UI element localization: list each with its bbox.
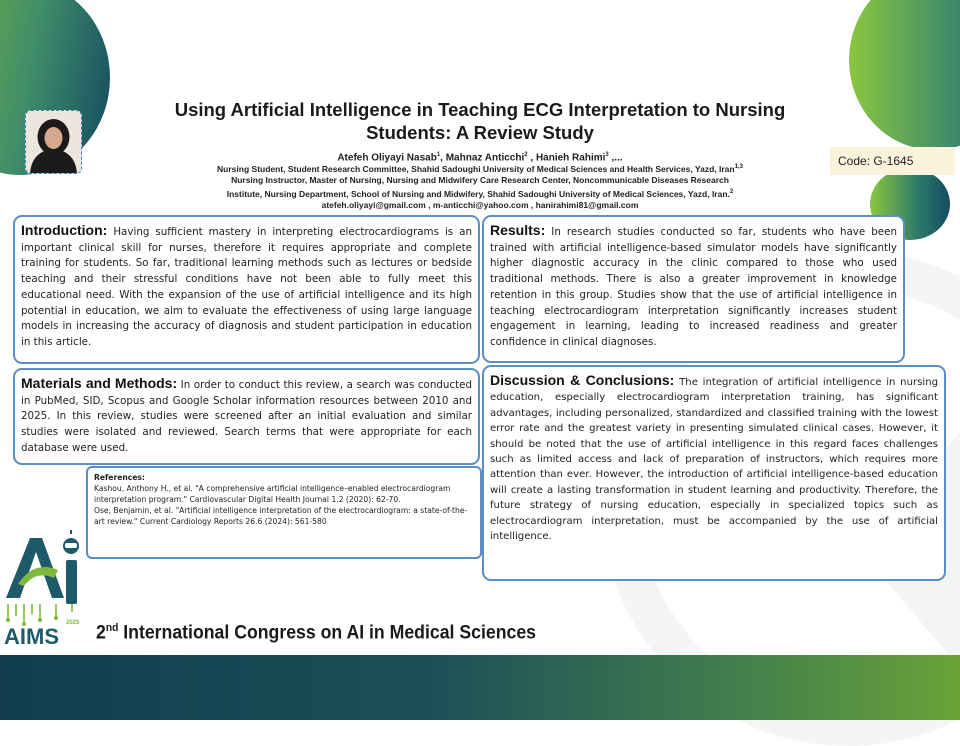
affiliations (150, 162, 810, 212)
ai-robot-logo-icon (0, 520, 90, 650)
decorative-blob-top-right (849, 0, 960, 150)
section-heading: Results: (490, 222, 546, 238)
affiliation-line: Nursing Student, Student Research Committee, Shahid Sadoughi University of Medical Sciences and Health Services, Yazd, Iran$^{1,3}$ (217, 163, 743, 174)
section-body: The integration of artificial intelligence in nursing education, especially electrocardiogram interpretation training, has significant advantages, including personalized, standardized and classified training with the lowest error rate and the greatest variety in presenting simulated clinical cases. However, it should be noted that the use of artificial intelligence in this regard faces challenges such as limited access and lack of preparation of instructors, which requires more attention than ever. However, the introduction of artificial intelligence-based education will create a lasting transformation in student learning and productivity. Therefore, the future strategy of nursing education, especially in specialized topics such as electrocardiogram interpretation, must be accompanied by the use of artificial intelligence. (490, 377, 938, 543)
author-emails: atefeh.oliyayi@gmail.com , m-anticchi@yahoo.com , hanirahimi81@gmail.com (321, 200, 639, 211)
section-heading: Discussion & Conclusions: (490, 372, 675, 388)
references-box (86, 466, 482, 559)
section-body: In research studies conducted so far, students who have been trained with artificial intelligence-based simulator models have significantly higher diagnostic accuracy in the clinic compared to those who used traditional methods. There is also a greater improvement in knowledge retention in this group. Studies show that the use of artificial intelligence in teaching electrocardiogram interpretation significantly increases student engagement in learning, leading to increased readiness and greater confidence in clinical diagnoses. (490, 226, 897, 348)
author-name: Atefeh Oliyayi Nasab (337, 152, 437, 164)
affiliation-line: Nursing Instructor, Master of Nursing, Nursing and Midwifery Care Research Center, Noncommunicable Diseases Research (231, 175, 729, 186)
section-body: In order to conduct this review, a search was conducted in PubMed, SID, Scopus and Google Scholar information resources between 2010 and 2025. In this review, studies were screened after an initial evaluation and similar studies were isolated and reviewed. Search terms that were appropriate for each database were used. (21, 379, 472, 454)
logo-year: 2025 (66, 620, 80, 626)
section-heading: Materials and Methods: (21, 375, 178, 391)
reference-item: Ose, Benjamin, et al. "Artificial intelligence interpretation of the electrocardiogram: a state-of-the-art review." Current Cardiology Reports 26.6 (2024): 561-580 (94, 506, 468, 526)
author-list: Atefeh Oliyayi Nasab$^1$, Mahnaz Anticchi$^2$ , Hanieh Rahimi$^3$ ,... (337, 152, 623, 164)
poster-code: Code: G-1645 (830, 147, 955, 175)
section-heading: Introduction: (21, 222, 108, 238)
section-body: Having sufficient mastery in interpreting electrocardiograms is an important clinical skill for nurses, therefore it requires appropriate and complete training for students. So far, traditional learning methods such as lectures or bedside teaching and their stressful conditions have not been able to fully meet this educational need. With the expansion of the use of artificial intelligence and its high potential in education, we aim to evaluate the effectiveness of using large language models in increasing the accuracy of diagnosis and student participation in education in this article. (21, 226, 472, 348)
affiliation-line: Institute, Nursing Department, School of Nursing and Midwifery, Shahid Sadoughi University of Medical Sciences, Yazd, Iran.$^2$ (226, 188, 734, 199)
author-name: Mahnaz Anticchi (445, 152, 525, 164)
logo-text: AIMS (4, 624, 59, 649)
introduction-section (13, 215, 480, 364)
poster-title: Using Artificial Intelligence in Teaching ECG Interpretation to Nursing Students: A Review Study (174, 99, 786, 143)
results-section (482, 215, 905, 363)
footer-gradient-band (0, 655, 960, 720)
references-heading: References: (94, 473, 145, 482)
reference-item: Kashou, Anthony H., et al. "A comprehensive artificial intelligence–enabled electrocardiogram interpretation program." Cardiovascular Digital Health Journal 1.2 (2020): 62-70. (94, 484, 451, 504)
methods-section (13, 368, 480, 465)
congress-name: 2nd International Congress on AI in Medical Sciences (96, 622, 536, 644)
discussion-section (482, 365, 946, 581)
author-name: Hanieh Rahimi (535, 152, 606, 164)
author-photo (25, 110, 82, 174)
